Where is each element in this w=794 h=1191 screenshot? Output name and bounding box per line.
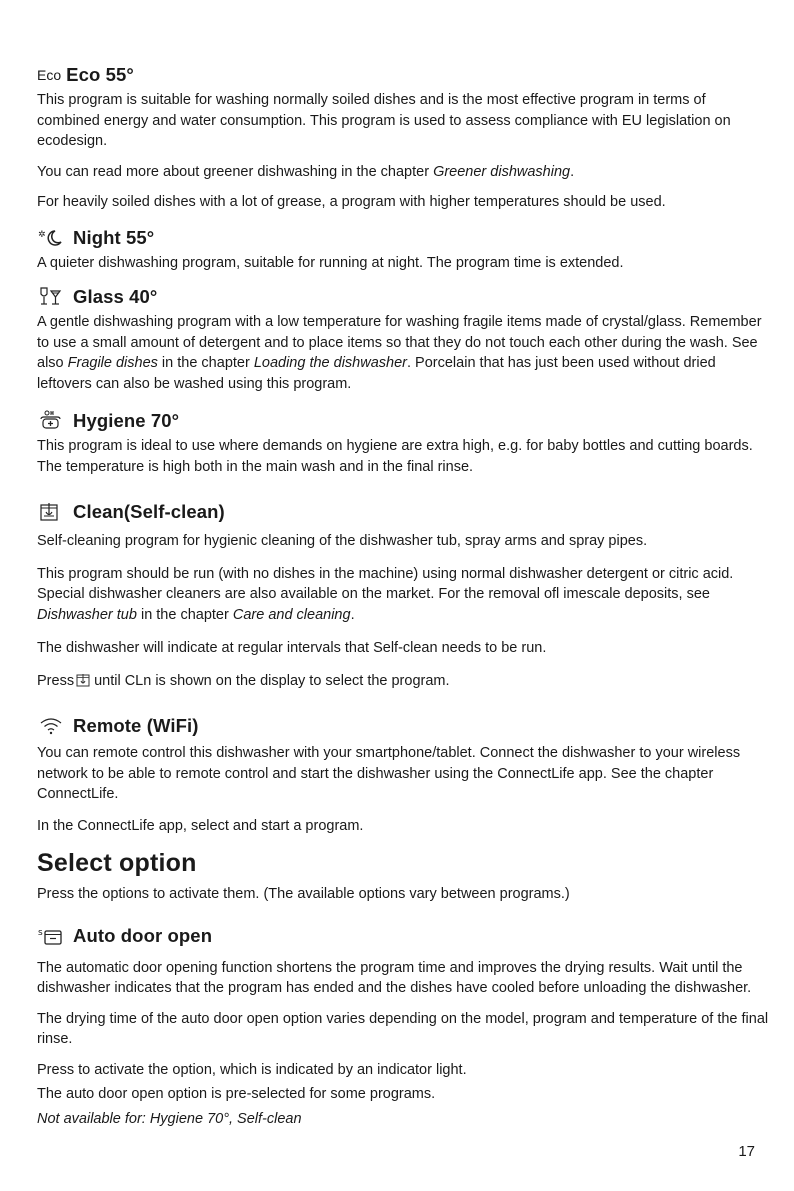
hygiene-heading [37,410,772,432]
clean-interval-note: The dishwasher will indicate at regular intervals that Self-clean needs to be run. [37,640,547,656]
autodoor-title: Auto door open [73,924,213,946]
remote-description: You can remote control this dishwasher with your smartphone/tablet. Connect the dishwasher to your wireless network to be able to remote control and start the dishwasher using the ConnectLife app. See the chapter ConnectLife. [37,745,741,802]
remote-app-instruction: In the ConnectLife app, select and start a program. [37,817,364,834]
glass-title: Glass 40° [73,286,158,307]
greener-dishwashing-ref: Greener dishwashing [433,163,571,180]
select-option-intro: Press the options to activate them. (The available options vary between programs.) [37,886,570,902]
eco-heading [37,64,772,86]
fragile-dishes-ref: Fragile dishes [67,355,158,371]
self-clean-icon [37,501,65,523]
clean-detergent-note: This program should be run (with no dishes in the machine) using normal dishwasher detergent or citric acid. Special dishwasher cleaners are also available on the market. For the removal ofl imescale deposits, see Dishwasher tub in the chapter Care and cleaning. [37,565,734,623]
dishwasher-tub-ref: Dishwasher tub [37,606,137,623]
autodoor-drying-note: The drying time of the auto door open option varies depending on the model, program and temperature of the final rinse. [37,1010,769,1047]
night-moon-icon [37,227,65,249]
night-description: A quieter dishwashing program, suitable for running at night. The program time is extended. [37,254,624,271]
clean-title: Clean(Self-clean) [73,501,225,522]
hygiene-description: This program is ideal to use where demands on hygiene are extra high, e.g. for baby bottles and cutting boards. The temperature is high both in the main wash and in the final rinse. [37,438,753,475]
auto-door-icon [37,925,65,947]
care-cleaning-ref: Care and cleaning [232,606,351,623]
manual-page [37,64,772,1129]
loading-dishwasher-ref: Loading the dishwasher [253,355,407,371]
wifi-icon [37,715,65,737]
autodoor-description: The automatic door opening function shortens the program time and improves the drying results. Wait until the dishwasher indicates that the program has ended and the dishes have cooled before unloading the dishwasher. [37,959,752,996]
autodoor-preselected-note: The auto door open option is pre-selected for some programs. [37,1086,436,1102]
hygiene-title: Hygiene 70° [73,410,180,431]
svg-text:s: s [38,927,43,938]
select-option-heading: Select option [37,849,197,877]
autodoor-heading [37,925,772,947]
svg-text:✲: ✲ [38,229,46,240]
glass-description: A gentle dishwashing program with a low temperature for washing fragile items made of crystal/glass. Remember to use a small amount of detergent and to place items so that they do not touch each other during the wash. See also Fragile dishes in the chapter Loading the dishwasher. Porcelain that has just been used without dried leftovers can also be washed using this program. [37,314,762,392]
page-number: 17 [738,1143,755,1160]
wine-glass-icon [37,286,65,308]
clean-heading [37,501,772,523]
hygiene-icon [37,410,65,432]
night-title: Night 55° [73,226,155,248]
eco-heavy-soil-note: For heavily soiled dishes with a lot of grease, a program with higher temperatures should be used. [37,194,666,210]
clean-press-instruction: Press until CLn is shown on the display to select the program. [37,671,772,694]
eco-title: Eco 55° [66,64,134,85]
glass-heading [37,286,772,308]
eco-icon: Eco [37,67,62,83]
autodoor-press-note: Press to activate the option, which is indicated by an indicator light. [37,1061,467,1078]
remote-heading [37,715,772,737]
remote-title: Remote (WiFi) [73,715,199,736]
autodoor-not-available-note: Not available for: Hygiene 70°, Self-clean [37,1110,302,1127]
self-clean-button-icon [76,673,90,694]
clean-description: Self-cleaning program for hygienic cleaning of the dishwasher tub, spray arms and spray pipes. [37,533,648,549]
night-heading [37,227,772,249]
eco-greener-note: You can read more about greener dishwashing in the chapter Greener dishwashing. [37,163,575,180]
eco-description: This program is suitable for washing normally soiled dishes and is the most effective program in terms of combined energy and water consumption. This program is used to assess compliance with EU legislation on ecodesign. [37,92,731,149]
